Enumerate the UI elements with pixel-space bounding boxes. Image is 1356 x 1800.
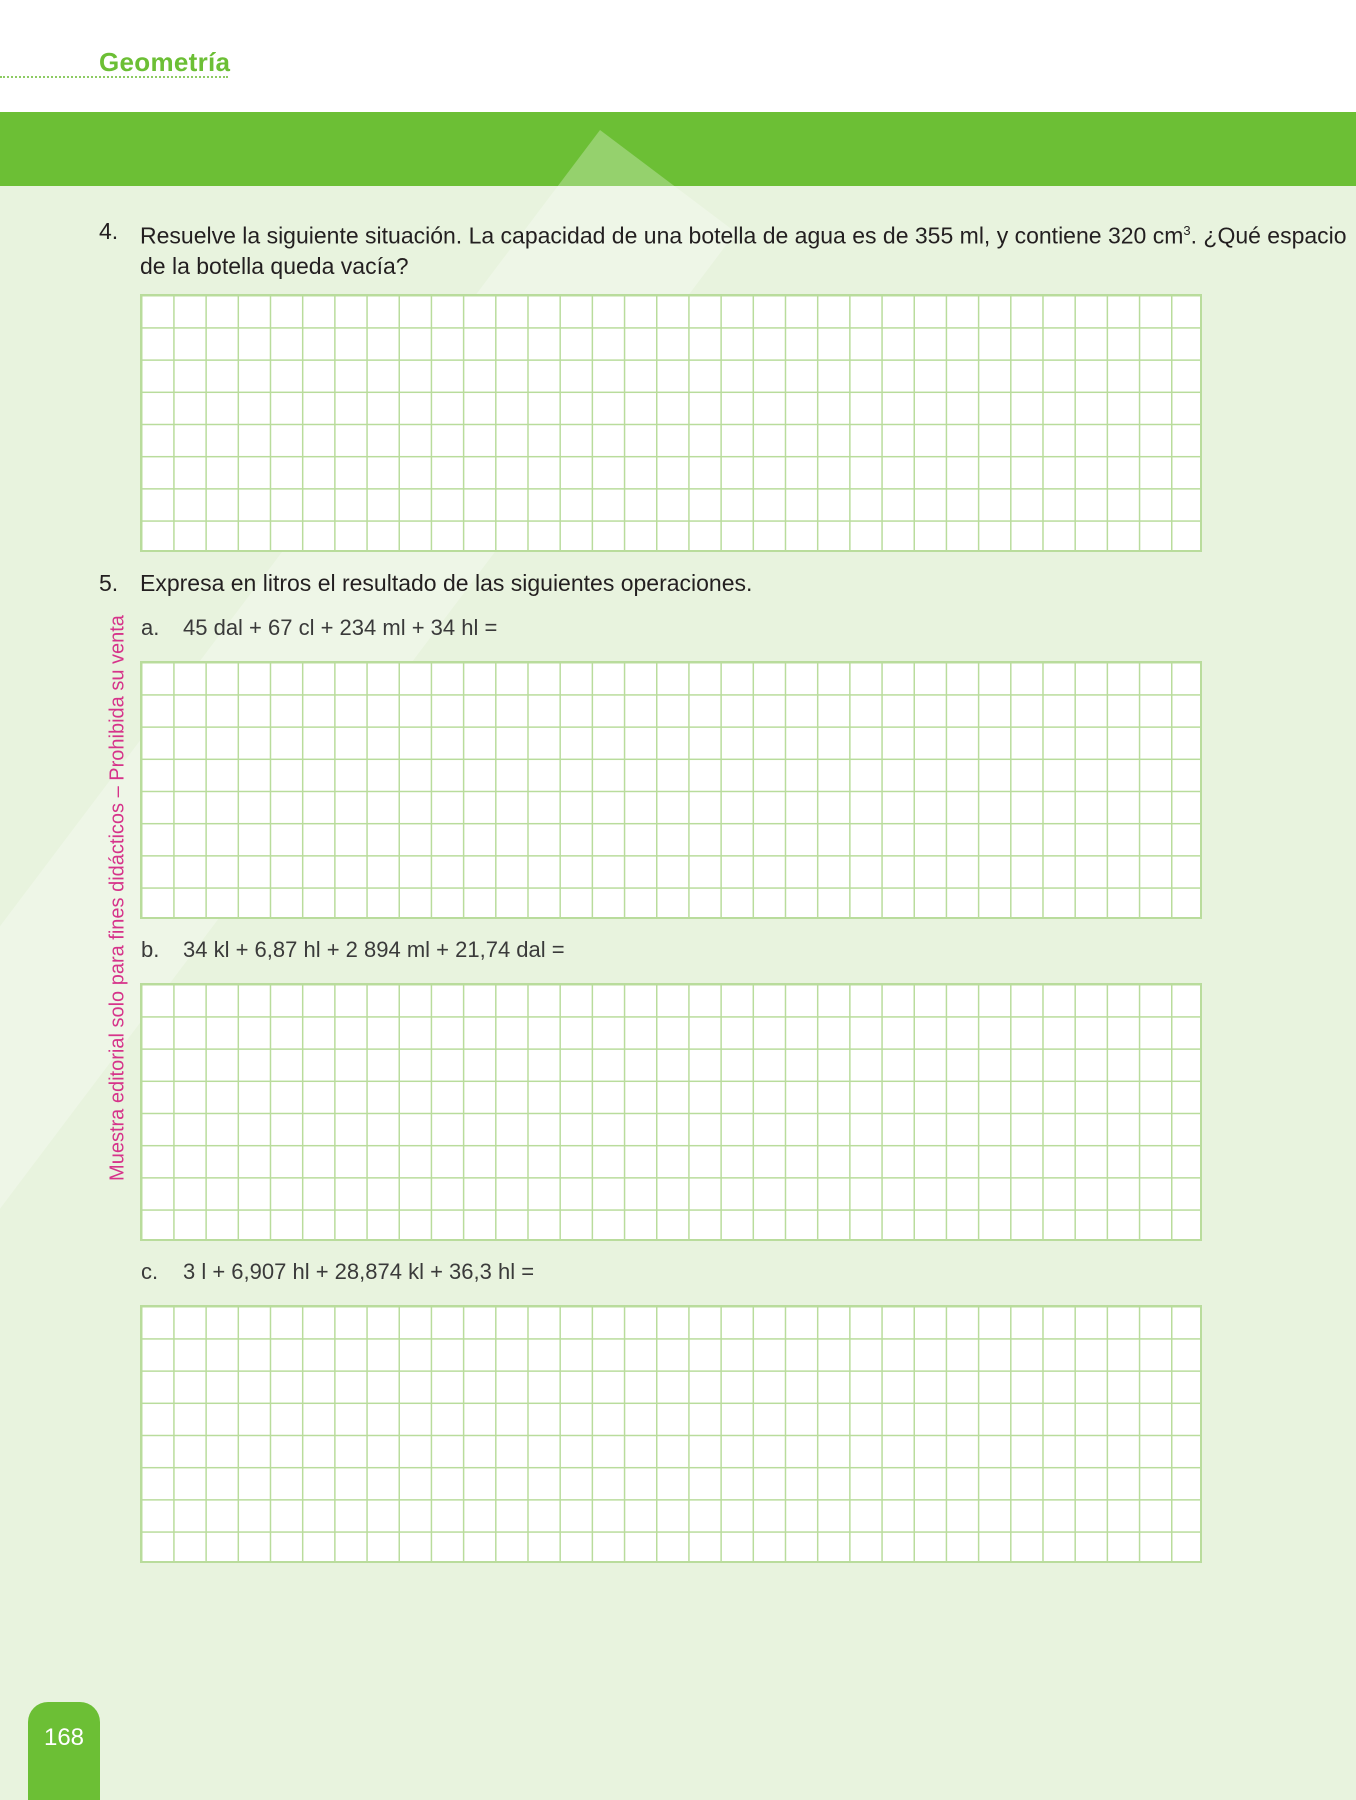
question-text: Resuelve la siguiente situación. La capacidad de una botella de agua es de 355 ml, y contiene 320 $cm^3$. ¿Qué espacio de la botella queda vacía? bbox=[140, 222, 1347, 279]
section-title: Geometría bbox=[99, 47, 231, 77]
header-green-band bbox=[0, 112, 1356, 186]
answer-grid-4[interactable] bbox=[140, 294, 1202, 552]
page-number-tab bbox=[28, 1702, 100, 1800]
item-letter: b. bbox=[141, 937, 160, 962]
answer-grid-5a[interactable] bbox=[140, 661, 1202, 919]
answer-grid-5c[interactable] bbox=[140, 1305, 1202, 1563]
item-letter: c. bbox=[141, 1259, 159, 1284]
item-letter: a. bbox=[141, 615, 160, 640]
question-number: 4. bbox=[99, 218, 119, 244]
superscript: 3 bbox=[1183, 223, 1191, 238]
item-expression: 45 dal + 67 cl + 234 ml + 34 hl = bbox=[183, 615, 498, 640]
answer-grid-5b[interactable] bbox=[140, 983, 1202, 1241]
side-disclaimer: Muestra editorial solo para fines didácticos – Prohibida su venta bbox=[106, 615, 129, 1181]
question-number: 5. bbox=[99, 570, 119, 596]
item-expression: 3 l + 6,907 hl + 28,874 kl + 36,3 hl = bbox=[183, 1259, 535, 1284]
item-expression: 34 kl + 6,87 hl + 2 894 ml + 21,74 dal = bbox=[183, 937, 565, 962]
title-dotted-rule bbox=[0, 76, 228, 78]
question-text: Expresa en litros el resultado de las siguientes operaciones. bbox=[140, 570, 753, 596]
page-number: 168 bbox=[43, 1724, 85, 1751]
